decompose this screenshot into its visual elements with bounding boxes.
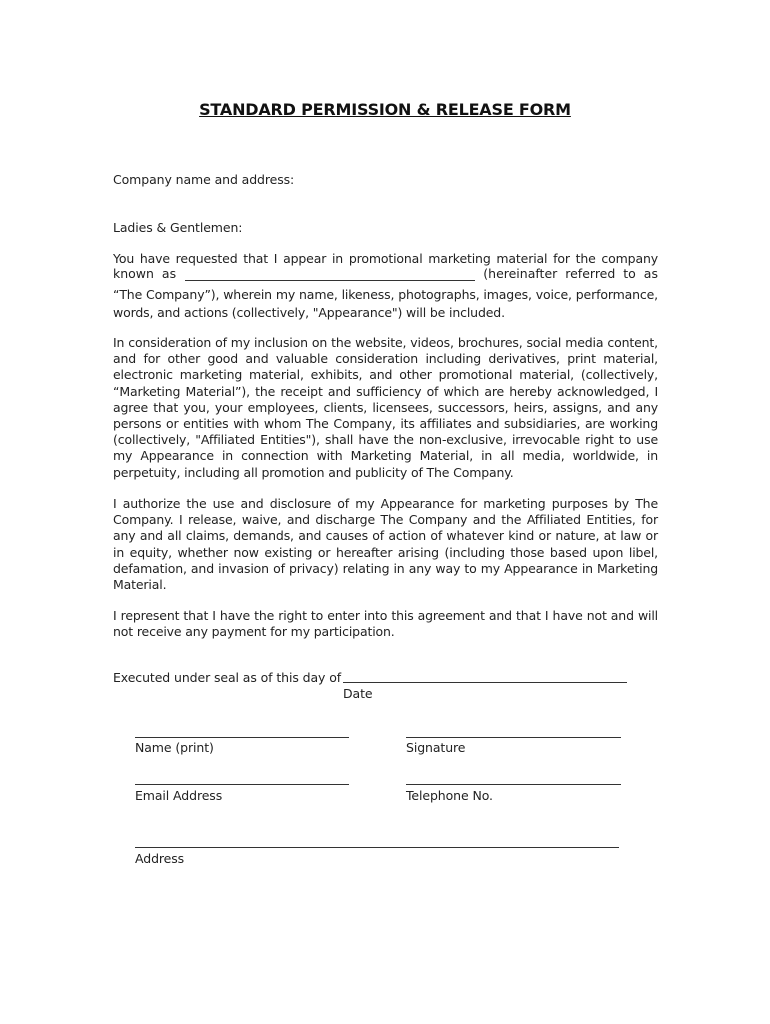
salutation: Ladies & Gentlemen:	[113, 220, 243, 235]
authorization-paragraph: I authorize the use and disclosure of my Appearance for marketing purposes by The Company. I release, waive, and discharge The Company and the Affiliated Entities, for any and all claims, demands, and causes of action of whatever kind or nature, at law or in equity, whether now existing or hereafter arising (including those based upon libel, defamation, and invasion of privacy) relating in any way to my Appearance in Marketing Material.	[113, 496, 658, 593]
executed-under-seal-text: Executed under seal as of this day of	[113, 670, 342, 685]
date-label: Date	[343, 686, 373, 701]
name-print-field[interactable]	[135, 737, 349, 738]
signature-label: Signature	[406, 740, 466, 755]
signature-field[interactable]	[406, 737, 621, 738]
telephone-field[interactable]	[406, 784, 621, 785]
address-field[interactable]	[135, 847, 619, 848]
hereinafter-text: (hereinafter referred to as	[483, 266, 658, 281]
date-field[interactable]	[343, 682, 627, 683]
name-print-label: Name (print)	[135, 740, 214, 755]
intro-line-3: “The Company”), wherein my name, likeness, photographs, images, voice, performance,	[113, 287, 658, 302]
company-name-address-label: Company name and address:	[113, 172, 295, 187]
company-known-as-field[interactable]	[185, 269, 475, 281]
intro-line-4: words, and actions (collectively, "Appearance") will be included.	[113, 305, 505, 320]
email-address-label: Email Address	[135, 788, 223, 803]
telephone-label: Telephone No.	[406, 788, 493, 803]
representation-paragraph: I represent that I have the right to enter into this agreement and that I have not and will not receive any payment for my participation.	[113, 608, 658, 640]
consideration-paragraph: In consideration of my inclusion on the website, videos, brochures, social media content, and for other good and valuable consideration including derivatives, print material, electronic marketing material, exhibits, and other promotional material, (collectively, “Marketing Material”), the receipt and sufficiency of which are hereby acknowledged, I agree that you, your employees, clients, licensees, successors, heirs, assigns, and any persons or entities with whom The Company, its affiliates and subsidiaries, are working (collectively, "Affiliated Entities"), shall have the non-exclusive, irrevocable right to use my Appearance in connection with Marketing Material, in all media, worldwide, in perpetuity, including all promotion and publicity of The Company.	[113, 335, 658, 480]
known-as-text: known as	[113, 266, 177, 281]
email-address-field[interactable]	[135, 784, 349, 785]
intro-line-1: You have requested that I appear in promotional marketing material for the company	[113, 251, 658, 266]
form-title: STANDARD PERMISSION & RELEASE FORM	[199, 100, 571, 119]
intro-known-as-row	[113, 266, 658, 281]
address-label: Address	[135, 851, 185, 866]
